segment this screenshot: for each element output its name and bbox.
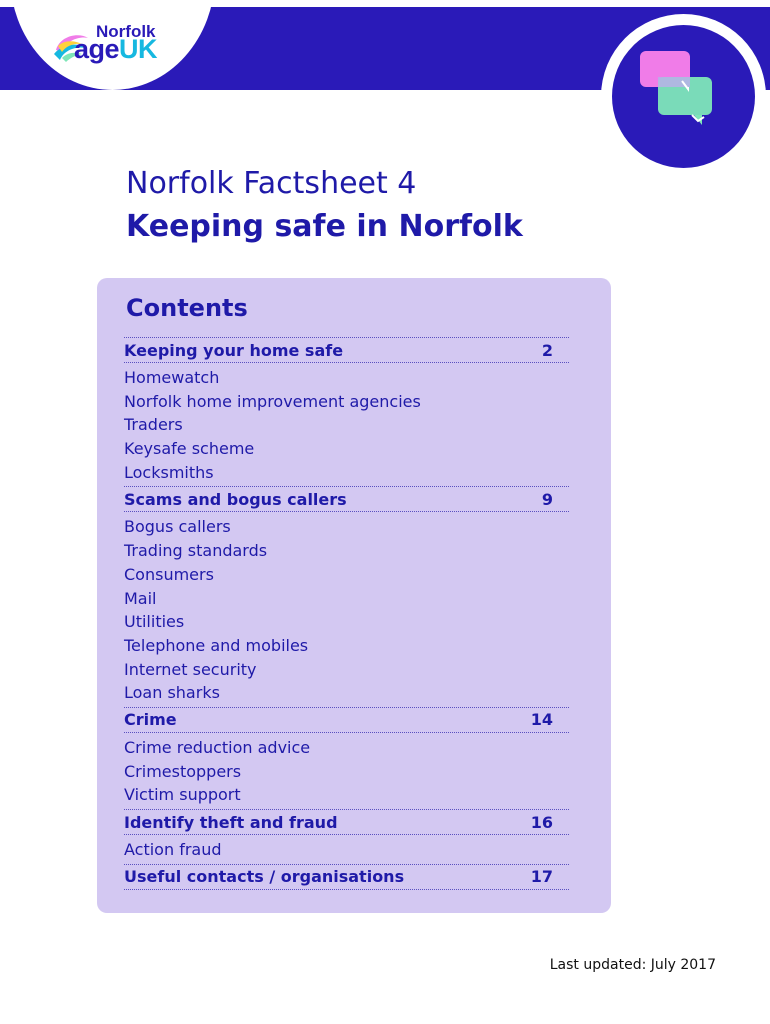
- toc-item[interactable]: Loan sharks: [124, 683, 220, 703]
- toc-page-number: 16: [530, 812, 553, 832]
- toc-section-row[interactable]: [124, 809, 569, 835]
- toc-section-row[interactable]: [124, 337, 569, 363]
- toc-item[interactable]: Keysafe scheme: [124, 439, 255, 459]
- toc-item-list: [124, 835, 569, 864]
- last-updated: Last updated: July 2017: [549, 957, 716, 973]
- toc-item[interactable]: Crime reduction advice: [124, 737, 311, 757]
- toc-item[interactable]: Crimestoppers: [124, 761, 242, 781]
- toc-item[interactable]: Norfolk home improvement agencies: [124, 391, 421, 411]
- logo-age-uk-text: [74, 34, 157, 65]
- toc-item[interactable]: Utilities: [124, 612, 185, 632]
- document-title: Keeping safe in Norfolk: [126, 209, 523, 244]
- toc-section-title: Crime: [124, 710, 177, 730]
- toc-section-title: Identify theft and fraud: [124, 812, 338, 832]
- toc-section-row[interactable]: [124, 486, 569, 512]
- toc-item[interactable]: Victim support: [124, 785, 241, 805]
- toc-section-row[interactable]: [124, 707, 569, 733]
- toc-item-list: [124, 733, 569, 809]
- toc-section-row[interactable]: [124, 864, 569, 890]
- contents-heading: Contents: [126, 294, 248, 322]
- toc-item[interactable]: Internet security: [124, 659, 257, 679]
- document-subtitle: Norfolk Factsheet 4: [126, 166, 417, 201]
- speech-bubbles-icon: [632, 45, 732, 135]
- toc-section-title: Keeping your home safe: [124, 340, 344, 360]
- toc-item[interactable]: Bogus callers: [124, 517, 231, 537]
- logo-age-word: age: [74, 34, 120, 64]
- toc-item[interactable]: Homewatch: [124, 368, 220, 387]
- toc-item[interactable]: Action fraud: [124, 840, 222, 859]
- toc-item[interactable]: Mail: [124, 588, 157, 608]
- toc-item[interactable]: Trading standards: [124, 541, 268, 561]
- toc-item[interactable]: Traders: [124, 415, 183, 435]
- logo-uk-word: UK: [119, 34, 158, 64]
- toc-item-list: [124, 363, 569, 486]
- toc-item[interactable]: Locksmiths: [124, 462, 214, 482]
- table-of-contents: [124, 337, 569, 890]
- toc-section-title: Useful contacts / organisations: [124, 867, 405, 887]
- toc-page-number: 9: [541, 489, 553, 509]
- logo-norfolk-text: Norfolk: [96, 22, 156, 41]
- toc-page-number: 17: [530, 867, 553, 887]
- toc-item[interactable]: Telephone and mobiles: [124, 635, 309, 655]
- toc-section-title: Scams and bogus callers: [124, 489, 347, 509]
- toc-item-list: [124, 512, 569, 707]
- toc-item[interactable]: Consumers: [124, 564, 214, 584]
- toc-page-number: 2: [541, 340, 553, 360]
- toc-page-number: 14: [530, 710, 553, 730]
